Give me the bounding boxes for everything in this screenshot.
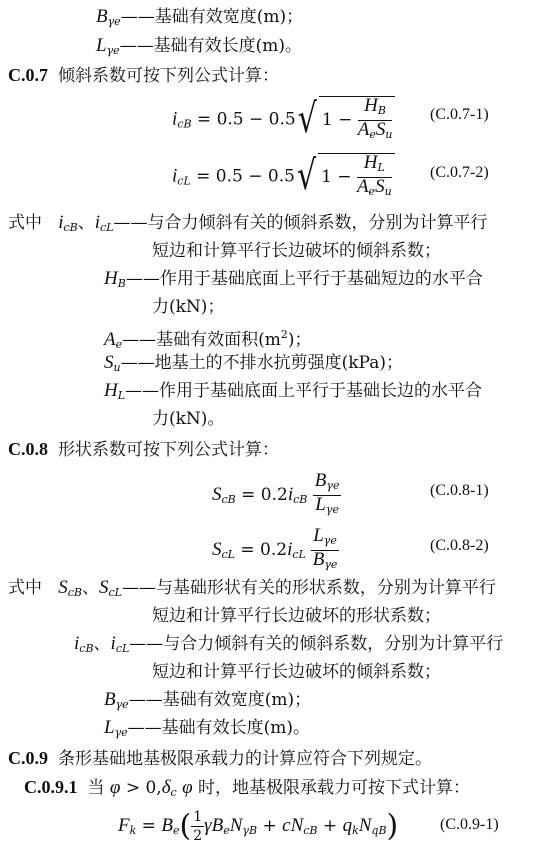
def-hb: $H_B——$作用于基础底面上平行于基础短边的水平合 — [104, 268, 483, 290]
section-c09-heading: C.0.9 条形基础地基极限承载力的计算应符合下列规定。 — [8, 748, 432, 769]
section-c08-heading: C.0.8 形状系数可按下列公式计算： — [8, 439, 279, 460]
def-hb-cont: 力(kN)； — [152, 297, 225, 317]
equation-number: (C.0.7-2) — [430, 164, 489, 181]
equation-number: (C.0.9-1) — [440, 816, 499, 833]
def-b-gamma-e-2: $B_{\gamma e}——$基础有效宽度(m)； — [104, 689, 312, 711]
def-icb-icl: 式中 $i_{cB}$、$i_{cL}——$与合力倾斜有关的倾斜系数，分别为计算平行 — [8, 212, 488, 234]
def-l-gamma-e-2: $L_{\gamma e}——$基础有效长度(m)。 — [104, 717, 311, 739]
def-icb-icl-cont: 短边和计算平行长边破坏的倾斜系数； — [152, 241, 441, 261]
equation-c08-2: $S_{cL} = 0.2i_{cL}$ $\frac{L_{\gamma e}}{B_{\gamma e}}$ — [212, 525, 338, 571]
def-l-gamma-e: $L_{\gamma e}——$基础有效长度(m)。 — [96, 35, 303, 57]
def-hl: $H_L——$作用于基础底面上平行于基础长边的水平合 — [104, 380, 483, 402]
subsection-c091: C.0.9.1 当 $\varphi > 0,\delta_c$ φ 时，地基极限承载力可按下式计算： — [24, 777, 471, 799]
def-hl-cont: 力(kN)。 — [152, 409, 225, 429]
def-icb-cont: 短边和计算平行长边破坏的倾斜系数； — [152, 662, 441, 682]
equation-c07-1: $i_{cB} = 0.5 - 0.5√$ 1 − $\frac{H_B}{A_eS_u}$ — [172, 96, 395, 145]
equation-number: (C.0.7-1) — [430, 106, 489, 123]
def-su: $S_u——$地基土的不排水抗剪强度(kPa)； — [104, 352, 403, 374]
def-scb-cont: 短边和计算平行长边破坏的形状系数； — [152, 606, 441, 626]
equation-number: (C.0.8-1) — [430, 482, 489, 499]
equation-c07-2: $i_{cL} = 0.5 - 0.5√$ 1 − $\frac{H_L}{A_eS_u}$ — [172, 153, 395, 202]
def-b-gamma-e: $B_{\gamma e}——$基础有效宽度(m)； — [96, 6, 304, 28]
equation-c09-1: $F_k = B_e$( $\frac{1}{2}$ $\gamma B_eN_{\gamma B} + cN_{cB} + q_kN_{qB}$) — [118, 808, 399, 844]
def-icb-icl-2: $i_{cB}$、$i_{cL}——$与合力倾斜有关的倾斜系数，分别为计算平行 — [74, 633, 504, 655]
equation-c08-1: $S_{cB} = 0.2i_{cB}$ $\frac{B_{\gamma e}}{L_{\gamma e}}$ — [212, 470, 340, 516]
section-c07-heading: C.0.7 倾斜系数可按下列公式计算： — [8, 65, 279, 86]
equation-number: (C.0.8-2) — [430, 537, 489, 554]
def-ae: $A_e——$基础有效面积$(m^2)$； — [104, 328, 312, 351]
def-scb-scl: 式中 $S_{cB}$、$S_{cL}——$与基础形状有关的形状系数，分别为计算平行 — [8, 577, 496, 599]
